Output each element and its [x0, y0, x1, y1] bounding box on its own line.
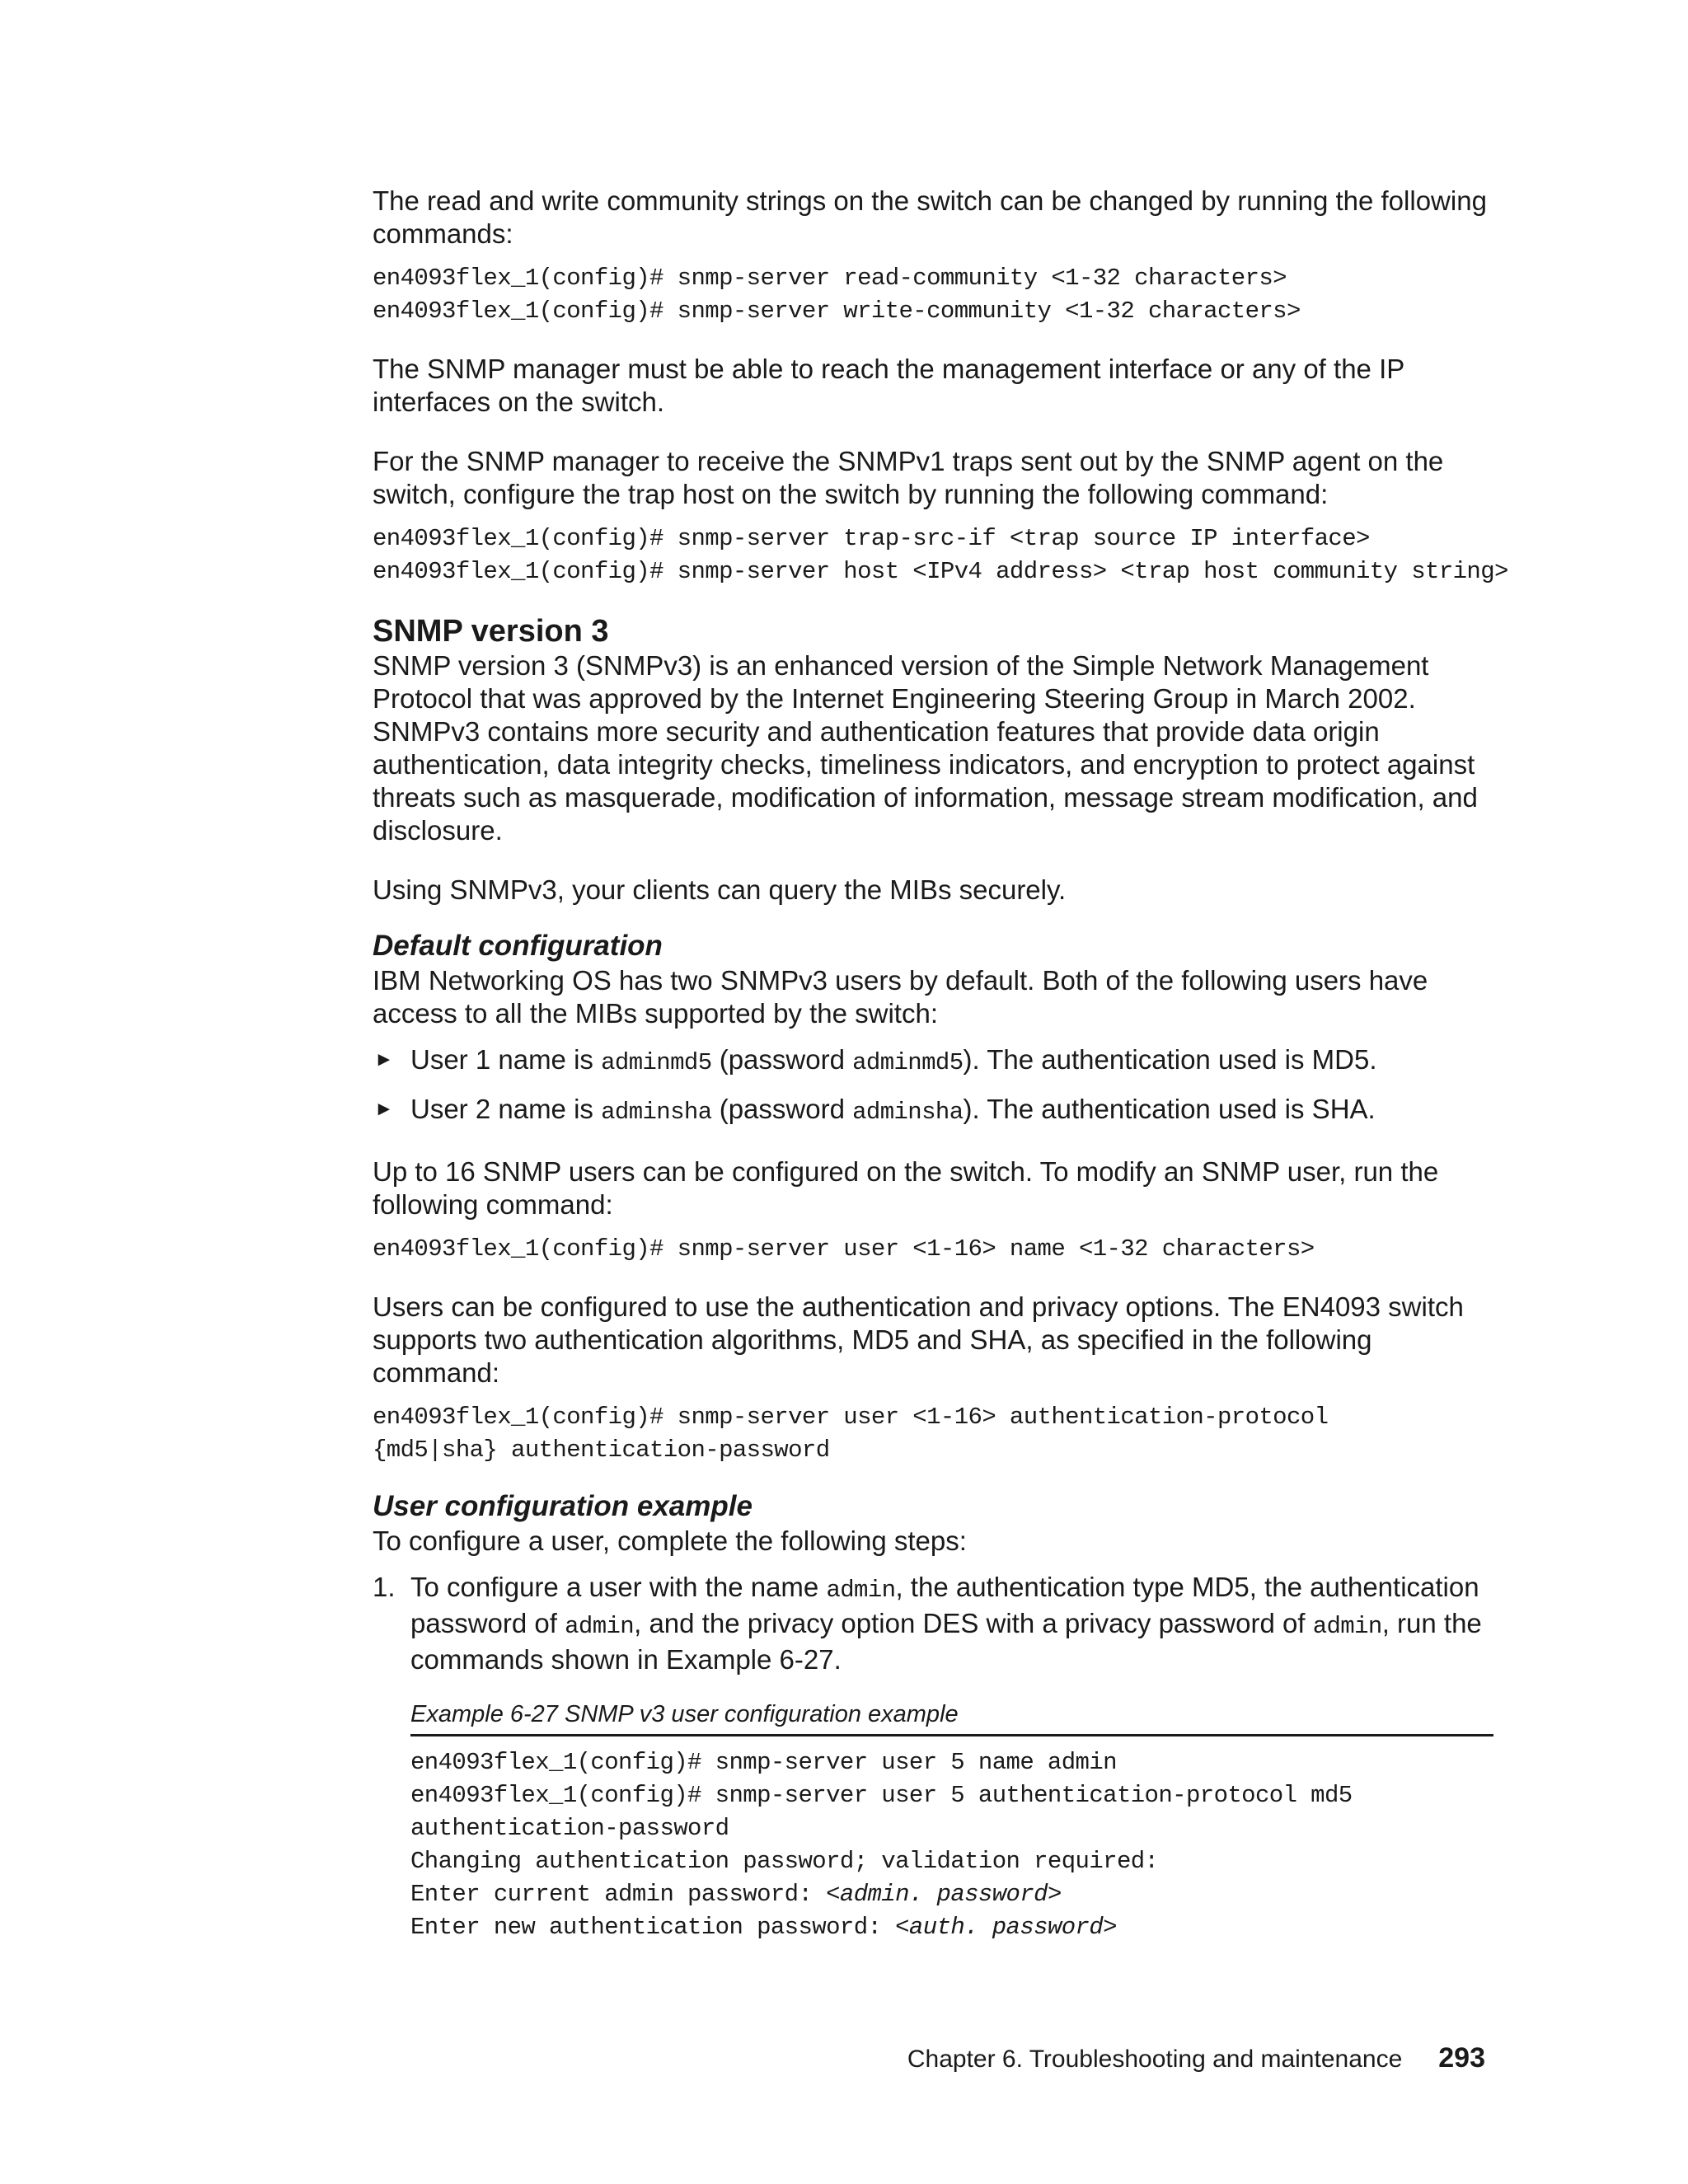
bullet-marker: ► [374, 1048, 394, 1071]
code-line: Changing authentication password; validation required: [410, 1848, 1159, 1875]
paragraph: The read and write community strings on the switch can be changed by running the following commands: [373, 185, 1487, 249]
example-box [410, 1699, 1493, 1944]
code-line: Enter new authentication password: <auth. password> [410, 1914, 1117, 1941]
code-block [373, 523, 1508, 588]
code-line: Enter current admin password: <admin. password> [410, 1881, 1062, 1908]
code-line: en4093flex_1(config)# snmp-server read-community <1-32 characters> [373, 265, 1287, 292]
code-block [373, 1233, 1493, 1266]
step-number: 1. [373, 1572, 396, 1602]
example-code [410, 1746, 1493, 1944]
subsection-heading: User configuration example [373, 1490, 753, 1522]
code-line: en4093flex_1(config)# snmp-server user <1-16> authentication-protocol [373, 1404, 1329, 1431]
list-item: ► User 1 name is adminmd5 (password adminmd5). The authentication used is MD5. [374, 1044, 1377, 1076]
code-line: en4093flex_1(config)# snmp-server user 5 authentication-protocol md5 [410, 1782, 1353, 1809]
code-line: en4093flex_1(config)# snmp-server trap-src-if <trap source IP interface> [373, 525, 1370, 552]
chapter-title: Chapter 6. Troubleshooting and maintenance [907, 2046, 1403, 2073]
paragraph: IBM Networking OS has two SNMPv3 users by default. Both of the following users have access to all the MIBs supported by the switch: [373, 965, 1428, 1029]
code-line: en4093flex_1(config)# snmp-server user <1-16> name <1-32 characters> [373, 1235, 1315, 1263]
code-line: authentication-password [410, 1815, 729, 1842]
code-block [373, 1401, 1493, 1467]
paragraph: The SNMP manager must be able to reach the management interface or any of the IP interfaces on the switch. [373, 354, 1404, 417]
example-caption: Example 6-27 SNMP v3 user configuration example [410, 1701, 959, 1727]
paragraph: For the SNMP manager to receive the SNMPv1 traps sent out by the SNMP agent on the switch, configure the trap host on the switch by running the following command: [373, 446, 1444, 509]
section-heading: SNMP version 3 [373, 614, 609, 649]
code-line: en4093flex_1(config)# snmp-server write-community <1-32 characters> [373, 298, 1301, 325]
page-content [373, 185, 1508, 1944]
paragraph: To configure a user, complete the following steps: [373, 1526, 967, 1556]
paragraph: Users can be configured to use the authentication and privacy options. The EN4093 switch supports two authentication algorithms, MD5 and SHA, as specified in the following command: [373, 1291, 1464, 1388]
page-number: 293 [1438, 2042, 1485, 2074]
code-line: en4093flex_1(config)# snmp-server host <IPv4 address> <trap host community string> [373, 558, 1508, 585]
paragraph: Up to 16 SNMP users can be configured on the switch. To modify an SNMP user, run the following command: [373, 1156, 1439, 1220]
code-block [373, 262, 1493, 328]
subsection-heading: Default configuration [373, 930, 663, 962]
page-footer [907, 2042, 1485, 2074]
code-line: en4093flex_1(config)# snmp-server user 5 name admin [410, 1749, 1117, 1776]
bullet-marker: ► [374, 1098, 394, 1120]
paragraph: SNMP version 3 (SNMPv3) is an enhanced version of the Simple Network Management Protocol that was approved by the Internet Engineering Steering Group in March 2002. SNMPv3 contains more security and authentication features that provide data origin authentication, data integrity checks, timeliness indicators, and encryption to protect against threats such as masquerade, modification of information, message stream modification, and disclosure. [373, 650, 1478, 846]
code-line: {md5|sha} authentication-password [373, 1436, 830, 1464]
paragraph: Using SNMPv3, your clients can query the MIBs securely. [373, 874, 1067, 905]
numbered-step: 1. To configure a user with the name admin, the authentication type MD5, the authentication password of admin, and the privacy option DES with a privacy password of admin, run the commands shown in Example 6-27. [373, 1572, 1482, 1675]
list-item: ► User 2 name is adminsha (password adminsha). The authentication used is SHA. [374, 1094, 1376, 1126]
